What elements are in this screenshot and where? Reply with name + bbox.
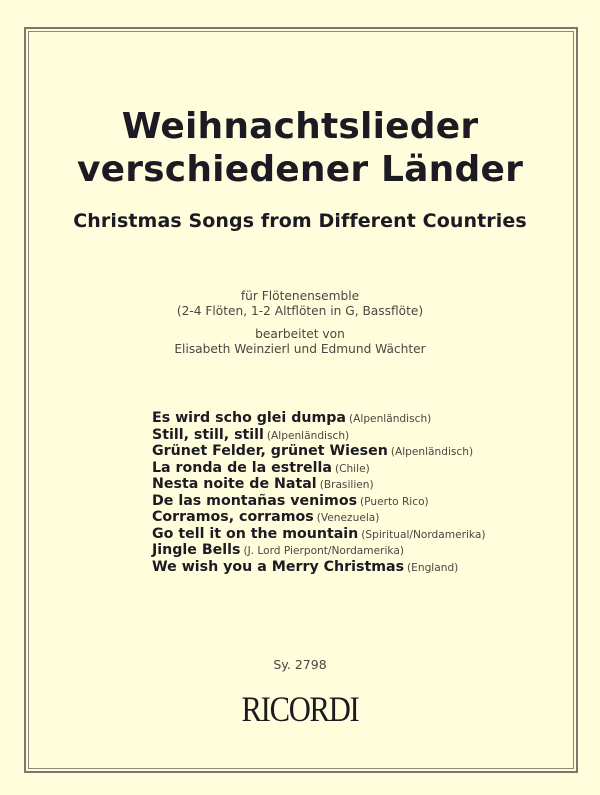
instrumentation-line-2: (2-4 Flöten, 1-2 Altflöten in G, Bassflöte) bbox=[176, 304, 424, 318]
song-origin: (Venezuela) bbox=[316, 512, 380, 524]
song-title: We wish you a Merry Christmas bbox=[152, 558, 405, 575]
arranger-credit bbox=[0, 327, 600, 357]
song-item bbox=[152, 492, 485, 509]
song-item bbox=[152, 508, 485, 525]
song-item bbox=[152, 409, 485, 426]
title-line-2: verschiedener Länder bbox=[76, 149, 524, 190]
instrumentation bbox=[0, 289, 600, 319]
song-origin: (Spiritual/Nordamerika) bbox=[361, 528, 486, 541]
song-title: Nesta noite de Natal bbox=[152, 476, 317, 492]
song-origin: (Alpenländisch) bbox=[349, 413, 432, 425]
song-origin: (J. Lord Pierpont/Nordamerika) bbox=[243, 545, 405, 557]
catalog-number: Sy. 2798 bbox=[273, 657, 327, 672]
title-line-1: Weihnachtslieder bbox=[121, 106, 479, 147]
song-origin: (Chile) bbox=[334, 462, 370, 475]
song-title: Still, still, still bbox=[152, 426, 264, 443]
song-item bbox=[152, 541, 485, 558]
instrumentation-line-1: für Flötenensemble bbox=[240, 289, 360, 303]
song-item bbox=[152, 558, 485, 575]
song-list bbox=[152, 409, 485, 574]
song-item bbox=[152, 459, 485, 476]
song-item bbox=[152, 525, 485, 542]
song-origin: (Alpenländisch) bbox=[390, 446, 474, 458]
song-title: De las montañas venimos bbox=[152, 492, 358, 509]
song-title: Jingle Bells bbox=[152, 542, 241, 558]
english-subtitle: Christmas Songs from Different Countries bbox=[73, 210, 527, 232]
publisher-logo: RICORDI bbox=[241, 689, 359, 729]
song-item bbox=[152, 426, 485, 443]
song-origin: (Brasilien) bbox=[319, 479, 374, 491]
song-title: La ronda de la estrella bbox=[152, 459, 332, 476]
song-title: Grünet Felder, grünet Wiesen bbox=[152, 443, 388, 459]
song-origin: (Puerto Rico) bbox=[360, 495, 429, 508]
song-title: Corramos, corramos bbox=[152, 509, 314, 525]
arranger-label: bearbeitet von bbox=[255, 327, 345, 341]
song-title: Es wird scho glei dumpa bbox=[152, 410, 346, 426]
song-title: Go tell it on the mountain bbox=[152, 525, 359, 542]
arranger-names: Elisabeth Weinzierl und Edmund Wächter bbox=[174, 342, 426, 356]
song-origin: (England) bbox=[407, 561, 459, 574]
song-item bbox=[152, 442, 485, 459]
song-item bbox=[152, 475, 485, 492]
song-origin: (Alpenländisch) bbox=[266, 429, 350, 442]
